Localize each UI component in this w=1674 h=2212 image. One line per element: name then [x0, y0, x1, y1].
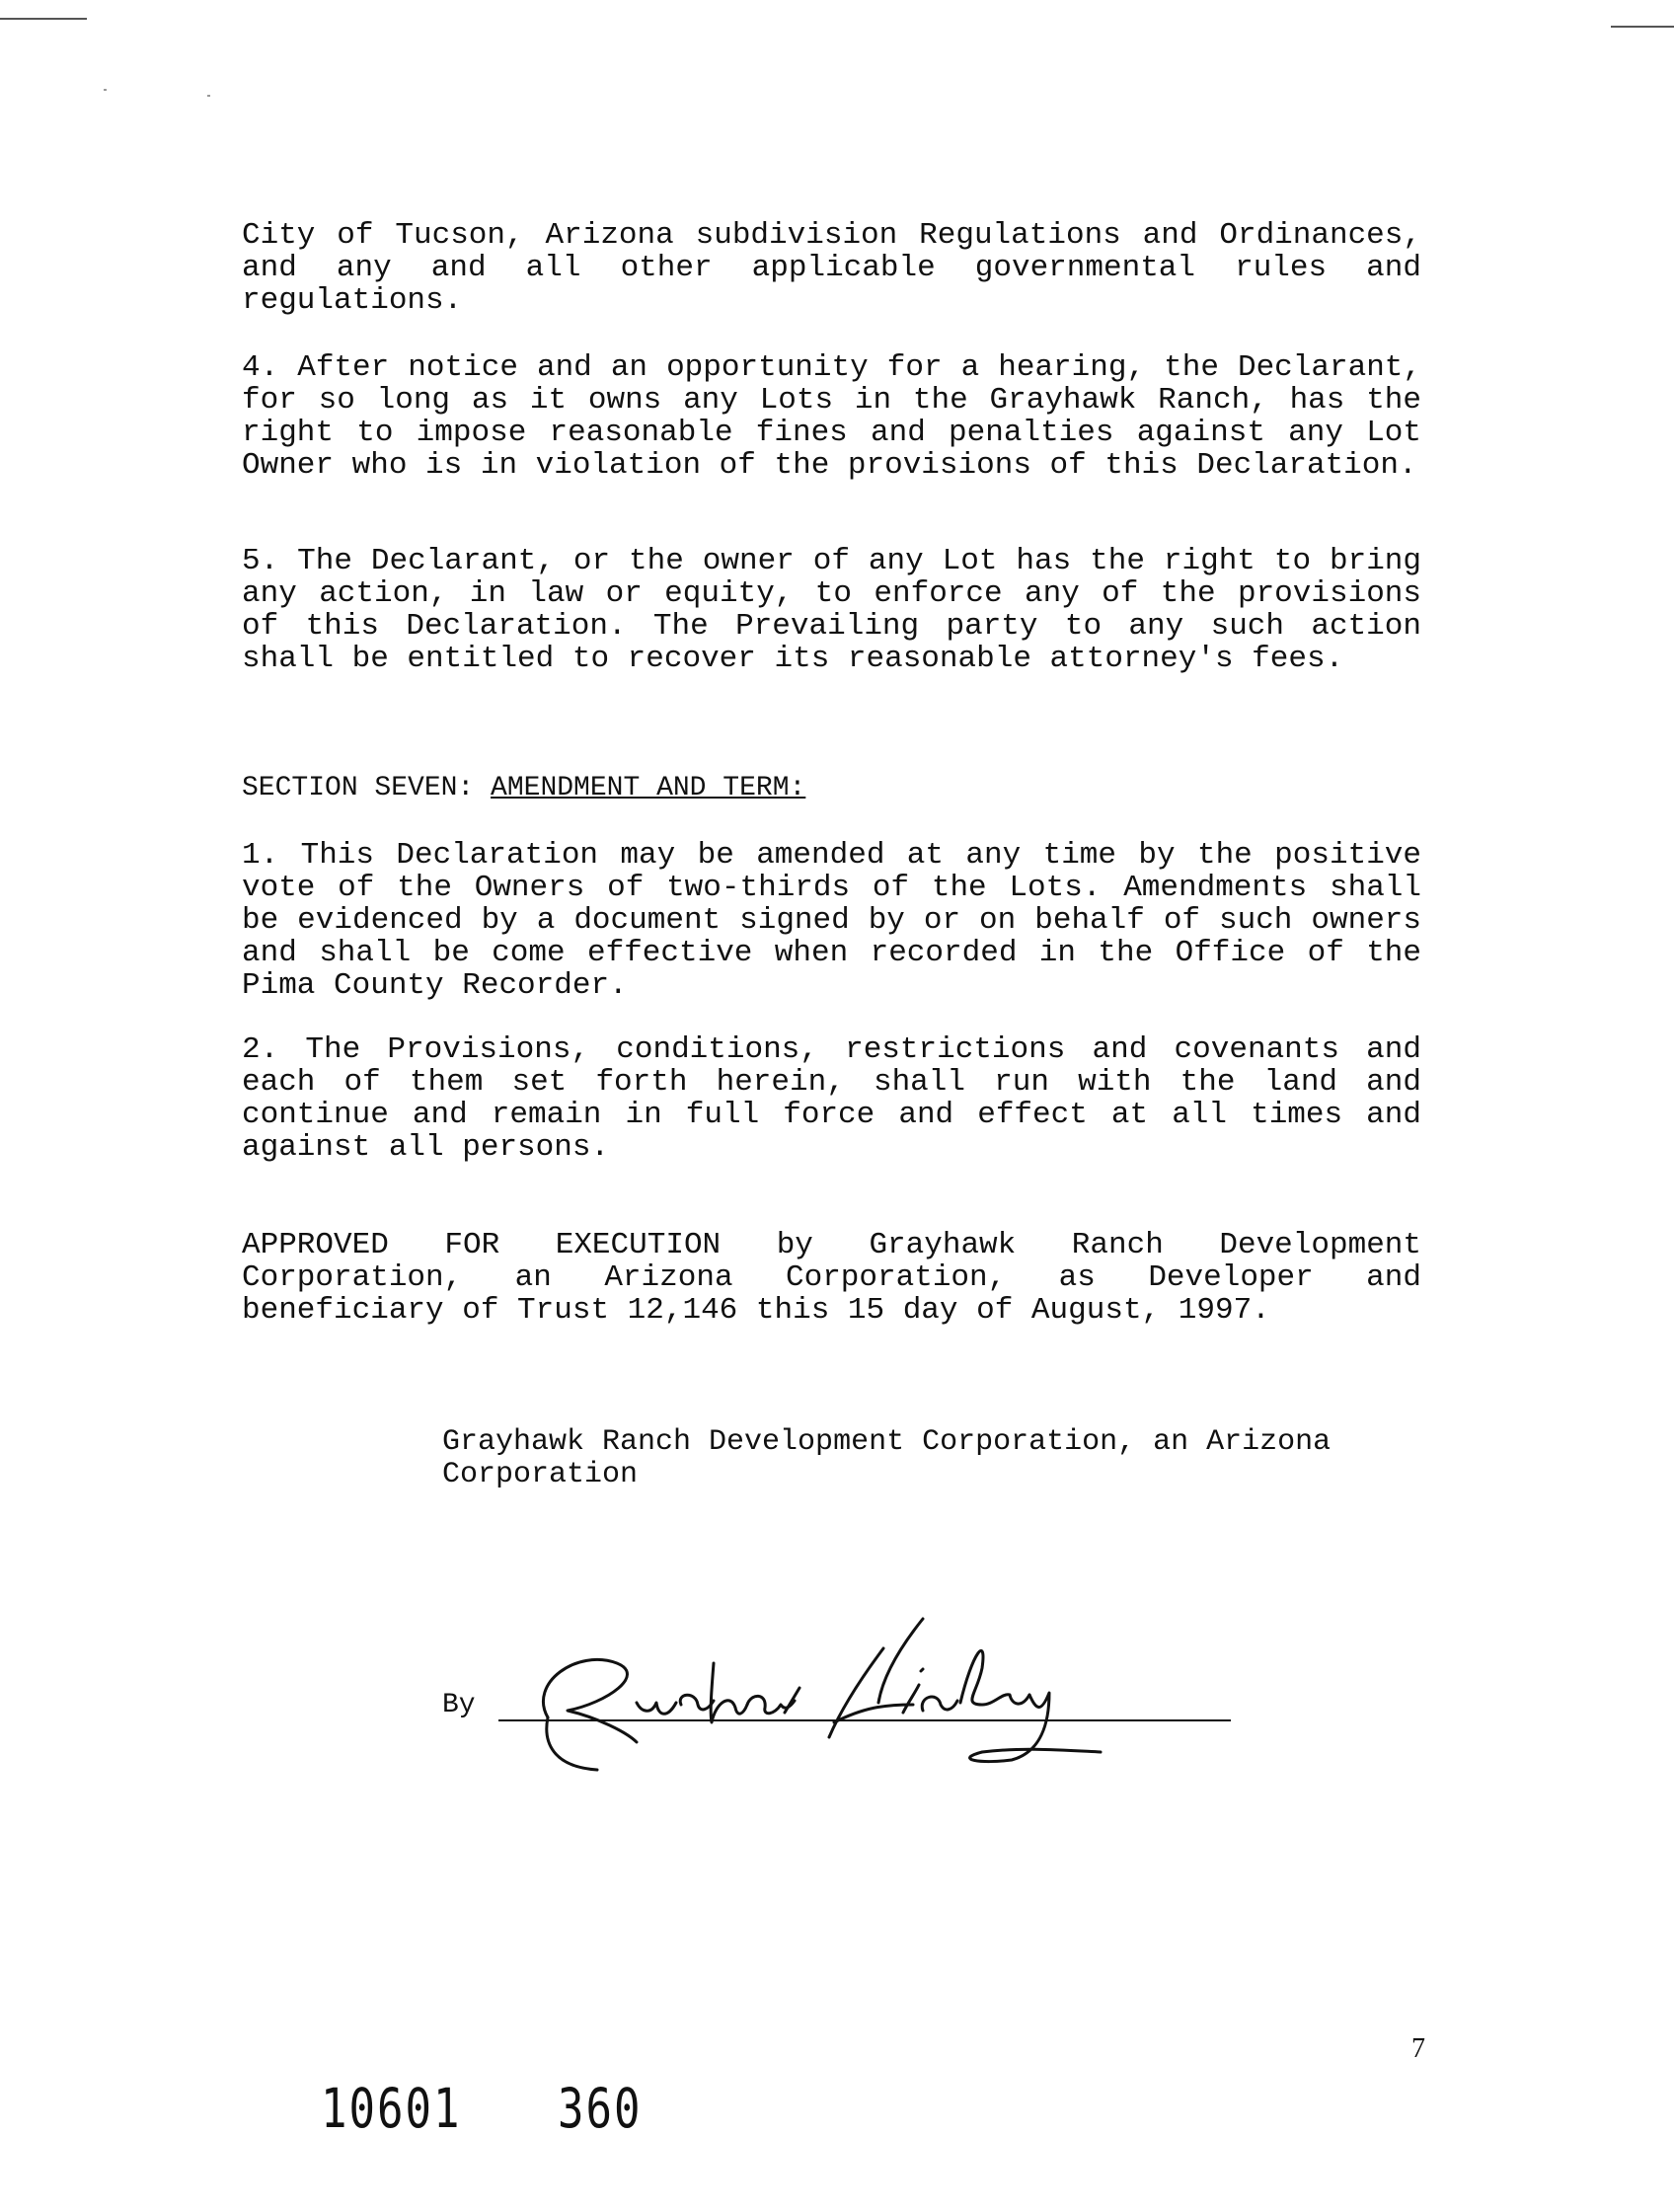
page-number: 7: [1411, 2033, 1425, 2064]
section-seven-heading: [242, 772, 805, 804]
section-seven-title: AMENDMENT AND TERM:: [491, 773, 806, 803]
section-seven-prefix: SECTION SEVEN:: [242, 773, 492, 803]
recording-stamp-book: 10601: [321, 2078, 462, 2141]
scan-edge-mark-right: [1611, 26, 1674, 28]
paragraph-city-regulations: City of Tucson, Arizona subdivision Regulations and Ordinances, and any and all other applicable governmental rules and regulations.: [242, 218, 1421, 318]
handwritten-signature: [489, 1594, 1140, 1782]
recording-stamp-page: 360: [558, 2078, 643, 2141]
scan-speck: [207, 95, 210, 97]
paragraph-4-fines: 4. After notice and an opportunity for a hearing, the Declarant, for so long as it owns any Lots in the Grayhawk Ranch, has the right to impose reasonable fines and penalties against any Lot Owner who is in violation of the provisions of this Declaration.: [242, 350, 1421, 483]
scan-edge-mark-left: [0, 18, 87, 20]
paragraph-amendment-1: 1. This Declaration may be amended at any time by the positive vote of the Owners of two-thirds of the Lots. Amendments shall be evidenced by a document signed by or on behalf of such owners and shall be come effective when recorded in the Office of the Pima County Recorder.: [242, 838, 1421, 1003]
paragraph-5-enforcement: 5. The Declarant, or the owner of any Lot has the right to bring any action, in law or equity, to enforce any of the provisions of this Declaration. The Prevailing party to any such action shall be entitled to recover its reasonable attorney's fees.: [242, 544, 1421, 676]
signature-line: [498, 1719, 1231, 1721]
signatory-name: Grayhawk Ranch Development Corporation, an Arizona Corporation: [442, 1425, 1332, 1491]
approval-paragraph: APPROVED FOR EXECUTION by Grayhawk Ranch Development Corporation, an Arizona Corporation, as Developer and beneficiary of Trust 12,146 this 15 day of August, 1997.: [242, 1228, 1421, 1328]
by-label: By: [442, 1690, 476, 1720]
paragraph-amendment-2: 2. The Provisions, conditions, restrictions and covenants and each of them set forth herein, shall run with the land and continue and remain in full force and effect at all times and against all persons.: [242, 1032, 1421, 1165]
scan-speck: [104, 89, 107, 91]
